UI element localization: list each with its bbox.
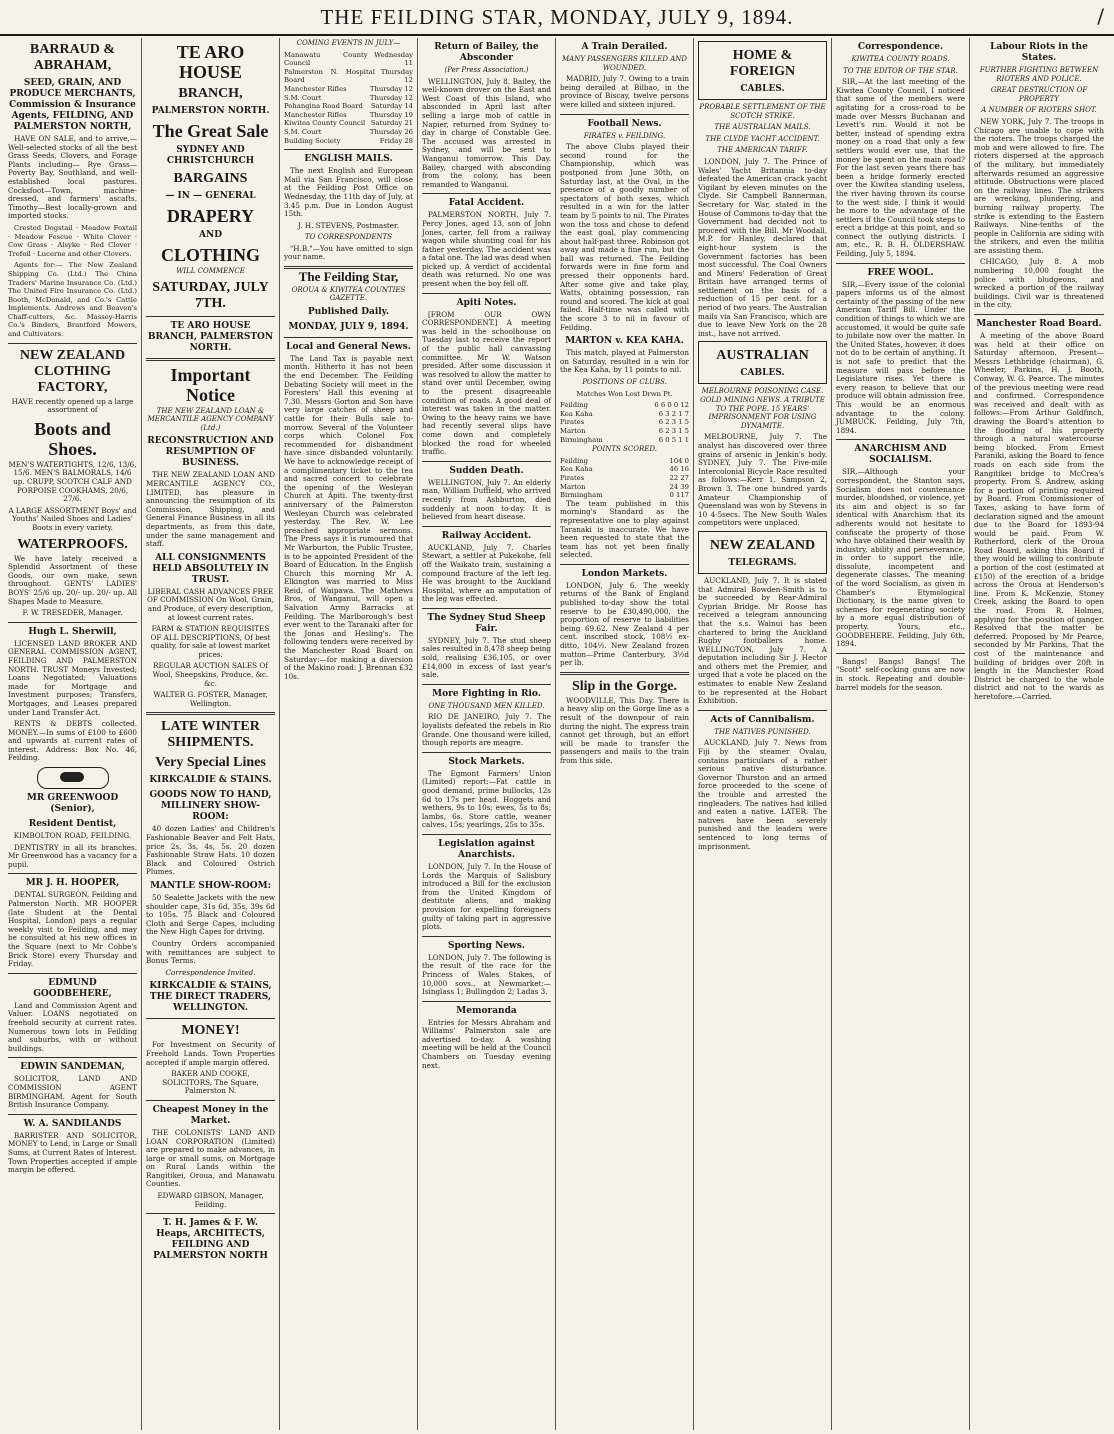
event-row [284, 94, 413, 103]
mantle-heading: MANTLE SHOW-ROOM: [150, 881, 271, 891]
positions-table [560, 401, 689, 444]
sherwill-body: LICENSED LAND BROKER AND GENERAL COMMISSION AGENT, FEILDING AND PALMERSTON NORTH. TRUST Moneys Invested; Loans Negotiated; Valuations made for Mortgage and Investment purposes; Transfers, Mortgages, and Leases prepared under Land Transfer Act. [8, 638, 137, 717]
cannibalism-heading: Acts of Cannibalism. [710, 714, 815, 725]
clyde-subheading: THE CLYDE YACHT ACCIDENT. [705, 134, 820, 143]
divider [422, 936, 551, 937]
event-row-label: S.M. Court [284, 127, 322, 136]
divider [8, 622, 137, 623]
points-row-label: Kea Kaha [560, 465, 593, 474]
fatal-accident-body: PALMERSTON NORTH, July 7. Percy Jones, aged 13, son of John Jones, carter, fell from a railway wagon while shunting coal for his father yesterday. The accident was a fatal one. The lad was dead when picked up. A verdict of accidental death was returned. No one was present when the boy fell off. [422, 210, 551, 289]
event-row [284, 119, 413, 128]
sandeman-body: SOLICITOR, LAND AND COMMISSION AGENT BIRMINGHAM. Agent for South British Insurance Company. [8, 1074, 137, 1110]
nz-clothing-body: HAVE recently opened up a large assortment of [11, 396, 134, 415]
positions-row [560, 410, 689, 419]
mails-heading: ENGLISH MAILS. [304, 154, 393, 165]
divider [146, 316, 275, 317]
paper-nameplate: The Feilding Star, [298, 269, 399, 285]
kiwitea-body: SIR,—At the last meeting of the Kiwitea County Council, I noticed that some of the members were agitating for a cross-road to be made over Messrs Buchanan and Levett's run. Would it not be better, instead of spending extra money on a road that only a few settlers would ever use, that the money be spent on the main road? For the last seven years there has been a bridge formerly erected over the Kiwitea standing useless, the river having thrown its course to the west side. I think it would be more to the advantage of the settlers if the Council took steps to erect a bridge at this point, and so connect the outlying districts. I am, etc., R. B. H. OLDERSHAW. Feilding, July 5, 1894. [836, 77, 965, 259]
event-row-value: Saturday 14 [370, 102, 413, 111]
drapery-label: DRAPERY [166, 206, 255, 226]
divider [284, 149, 413, 150]
apiti-body: [FROM OUR OWN CORRESPONDENT.] A meeting was held in the schoolhouse on Tuesday last to receive the report of the public hall canvassing committee. Mr W. Watson presided. After some discussion it was resolved to allow the matter to stand over until December, owing to the present disagreeable condition of roads. A good deal of interest was taken in the matter. Owing to the heavy rains we have had recently several slips have come down and completely blocked the road for wheeled traffic. [422, 309, 551, 457]
stock-markets-body: The Egmont Farmers' Union (Limited) report:—Fat cattle in good demand, prime bullocks, 12s 6d to 17s per head. Hoggets and wethers, 9s to 10s; ewes, 5s to 8s; lambs, 6s. Store cattle, weaner calves, 15s; yearlings, 25s to 35s. [422, 768, 551, 830]
stevens-signature: J. H. STEVENS, Postmaster. [298, 220, 399, 230]
divider [560, 114, 689, 115]
positions-row-value: 6 6 0 0 12 [654, 401, 689, 410]
event-row [284, 111, 413, 120]
event-row-label: Building Society [284, 136, 341, 145]
football-body: The above Clubs played their second round for the Championship, which was postponed from June 30th, on Saturday last, at the Oval, in the presence of a goodly number of spectators of both sexes, which resulted in a win for the latter team by 5 points to nil. The Pirates won the toss and chose to defend the east goal, play commencing about half-past three. Robinson got away and made a fine run, but the ball was returned. The Feilding forwards were in fine form and pressed their opponents hard. After some give and take play, Watts, obtaining possession, ran round and scored. The kick at goal failed. Half-time was called with the score 3 to nil in favour of Feilding. [560, 142, 689, 332]
kirkcaldie-footer: KIRKCALDIE & STAINS, THE DIRECT TRADERS, WELLINGTON. [149, 981, 272, 1014]
colonists-body: THE COLONISTS' LAND AND LOAN CORPORATION (Limited) are prepared to make advances, in large or small sums, on Mortgage on Rural Lands within the Rangitikei, Oroua, and Manawatu Counties. [146, 1127, 275, 1189]
liberal-advances: LIBERAL CASH ADVANCES FREE OF COMMISSION On Wool, Grain, and Produce, of every description, at lowest current rates. [146, 586, 275, 622]
return-bailey-body: WELLINGTON, July 8. Bailey, the well-known drover on the East and West Coast of this Island, who absconded in April last after selling a large mob of cattle in Napier, returned from Sydney to-day in charge of Constable Gee. The accused was arrested in Sydney, and will be sent to Wanganui tomorrow. This Day. Bailey, charged with absconding from the colony, has been remanded to Wanganui. [422, 76, 551, 189]
goodbehere-body: Land and Commission Agent and Valuer. LOANS negotiated on freehold security at current rates. Numerous town lots in Feilding and suburbs, with or without buildings. [8, 1000, 137, 1053]
free-wool-heading: FREE WOOL. [867, 267, 934, 278]
fighting-body: RIO DE JANEIRO, July 7. The loyalists defeated the rebels in Rio Grande. One thousand were killed, though reports are meagre. [422, 712, 551, 748]
points-row [560, 483, 689, 492]
manchester-board-heading: Manchester Road Board. [976, 319, 1102, 330]
divider [422, 834, 551, 835]
memoranda-body: Entries for Messrs Abraham and Williams' Palmerston sale are advertised to-day. A washing meeting will be held at the Council Chambers on Tuesday evening next. [422, 1017, 551, 1070]
positions-row-value: 6 0 5 1 1 [658, 435, 689, 444]
train-subheading: MANY PASSENGERS KILLED AND WOUNDED. [561, 55, 688, 72]
barraud-heading: BARRAUD & ABRAHAM, [29, 42, 116, 73]
barraud-subheading: SEED, GRAIN, AND PRODUCE MERCHANTS, Commission & Insurance Agents, FEILDING, AND PALMERSTON NORTH, [9, 78, 136, 132]
cables-heading: CABLES. [740, 84, 785, 94]
divider [146, 1213, 275, 1214]
column-8 [970, 38, 1108, 1430]
cannibalism-subheading: THE NATIVES PUNISHED. [714, 727, 811, 736]
positions-row-value: 6 2 3 1 5 [658, 418, 689, 427]
reconstruction-heading: RECONSTRUCTION AND RESUMPTION OF BUSINESS. [147, 436, 274, 469]
points-table [560, 457, 689, 500]
divider [8, 343, 137, 344]
event-row [284, 51, 413, 68]
australian-box [698, 341, 827, 384]
events-list [284, 51, 413, 146]
heaps-heading: T. H. James & F. W. Heaps, ARCHITECTS, FEILDING AND PALMERSTON NORTH [153, 1218, 268, 1262]
divider [560, 672, 689, 675]
great-sale-heading: The Great Sale [152, 121, 269, 141]
goods-list: 40 dozen Ladies' and Children's Fashionable Beaver and Felt Hats, price 2s, 3s, 4s, 5s. 20 dozen Fashionable Straw Hats. 10 dozen Black and Coloured Ostrich Plumes. [146, 824, 275, 877]
nz-telegrams-body: AUCKLAND, July 7. It is stated that Admiral Bowden-Smith is to be succeeded by Rear-Admiral Cyprian Bridge. Mr Roose has received a telegram announcing that the s.s. Wainui has been chartered to bring the Auckland Rugby footballers home. WELLINGTON, July 7. A deputation including Sir J. Hector and others met the Premier, and urged that a vote be placed on the estimates to enable New Zealand to be represented at the Hobart Exhibition. [698, 575, 827, 706]
divider [146, 1100, 275, 1101]
correspondence-invited: Correspondence Invited. [165, 967, 256, 977]
divider [422, 193, 551, 194]
to-editor-label: TO THE EDITOR OF THE STAR. [843, 66, 958, 75]
divider [560, 564, 689, 565]
nzla-body: THE NEW ZEALAND LOAN AND MERCANTILE AGENCY CO., LIMITED, has pleasure in announcing the resumption of its Commission, Shipping, and General Finance Business in all its departments, as from this date, under the same management and staff. [146, 470, 275, 549]
fatal-accident-heading: Fatal Accident. [448, 198, 525, 209]
positions-row-label: Marton [560, 426, 586, 435]
event-row [284, 68, 413, 85]
greenwood-address: KIMBOLTON ROAD, FEILDING. [13, 831, 132, 841]
points-row-value: 22 27 [669, 473, 689, 482]
divider [422, 608, 551, 609]
nz-telegrams-label: TELEGRAMS. [728, 557, 797, 568]
boots-heading: Boots and Shoes. [34, 418, 111, 459]
money-heading: MONEY! [181, 1023, 240, 1039]
event-row-value: Thursday 12 [380, 67, 413, 85]
football-end: The team published in this morning's Standard as the representative one to play against Taranaki is inaccurate. We have been requested to state that the team has not yet been finally selected. [560, 498, 689, 560]
marton-body: This match, played at Palmerston on Saturday, resulted in a win for the Kea Kaha, by 11 points to nil. [560, 348, 689, 375]
hand-pointer-icon [37, 767, 109, 789]
divider [284, 337, 413, 338]
to-correspondents-heading: TO CORRESPONDENTS [304, 233, 393, 242]
return-bailey-heading: Return of Bailey, the Absconder [434, 42, 539, 63]
foster-signature: WALTER G. FOSTER, Manager, Wellington. [153, 690, 268, 708]
sale-date: SATURDAY, JULY 7TH. [152, 279, 269, 311]
divider [146, 358, 275, 361]
points-row [560, 465, 689, 474]
slip-heading: Slip in the Gorge. [571, 678, 677, 694]
positions-row [560, 401, 689, 410]
positions-row [560, 418, 689, 427]
sandilands-body: BARRISTER AND SOLICITOR, MONEY to Lend, in Large or Small Sums, at Current Rates of Interest. Town Properties accepted if ample margin be offered. [8, 1130, 137, 1175]
event-row-value: Thursday 12 [369, 93, 413, 102]
sudden-death-body: WELLINGTON, July 7. An elderly man, William Duffield, who arrived recently from Ashburton, died suddenly at noon to-day. It is believed from heart disease. [422, 477, 551, 522]
divider [146, 712, 275, 715]
money-body: For Investment on Security of Freehold Lands. Town Properties accepted if ample margin offered. [146, 1040, 275, 1067]
cannibalism-body: AUCKLAND, July 7. News from Fiji by the steamer Ovalau, contains particulars of a rather serious native disturbance. Governor Thurston and an armed force proceeded to the scene of the trouble and arrested the ringleaders. The natives had killed and eaten a native. LATER. The natives have been severely punished and the leaders were sentenced to long terms of imprisonment. [698, 738, 827, 851]
goods-heading: GOODS NOW TO HAND, MILLINERY SHOW-ROOM: [149, 790, 272, 823]
late-winter-heading: LATE WINTER SHIPMENTS. [161, 719, 260, 751]
tearo-heading: TE ARO HOUSE [176, 42, 245, 82]
divider [422, 684, 551, 685]
points-row [560, 474, 689, 483]
local-news-body: The Land Tax is payable next month. Hitherto it has not been the end December. The Feilding Debating Society will meet in the Foresters' Hall this evening at 7.30. Messrs Gorton and Son have very large catches of sheep and cattle for their Bulls sale to-morrow. Several of the Volunteer corps which Colonel Fox recommended for disbandment have since disbanded voluntarily. We have to acknowledge receipt of a complimentary ticket to the tea and sacred concert to celebrate the opening of the Wesleyan Church at Apiti. The twenty-first anniversary of the Palmerston Wesleyan Church was celebrated yesterday. The Rev. W. Lee preached appropriate sermons. The Press says it is rumoured that Mr Warburton, the Public Trustee, is to be appointed President of the Board of Education. In the English Church this morning Mr A. Elkington was married to Miss Reid, of Waipawa. The Mathews Bros, of Wanganui, will open a Salvation Army Barracks at Feilding. The Marlborough's best ever went to the Taranaki after for the Jonas and Hesling's. The following tenders were received by the Manchester Road Board on Saturday:—for making a diversion of the Makino road: J. Brennan £32 10s. [284, 353, 413, 681]
positions-heading: POSITIONS OF CLUBS. [582, 378, 667, 386]
column-7 [832, 38, 970, 1430]
event-row-label: Manawatu County Council [284, 50, 368, 68]
london-markets-body: LONDON, July 6. The weekly returns of the Bank of England published to-day show the total reserve to be £30,490,000, the proportion of reserve to liabilities being 69.62. New Zealand 4 per cent. inscribed stock, 108½ ex-ditto, 104½. New Zealand frozen mutton—Prime Canterbury, 3½d per lb. [560, 580, 689, 668]
labour-riots-heading: Labour Riots in the States. [990, 42, 1088, 63]
column-2 [142, 38, 280, 1430]
positions-row [560, 427, 689, 436]
divider [422, 1001, 551, 1002]
tearo-footer: TE ARO HOUSE BRANCH, PALMERSTON NORTH. [147, 320, 274, 353]
legislation-heading: Legislation against Anarchists. [438, 838, 535, 860]
waterproofs-heading: WATERPROOFS. [17, 536, 128, 552]
event-row-label: Manchester Rifles [284, 110, 347, 119]
very-special-heading: Very Special Lines [155, 755, 266, 771]
divider [422, 752, 551, 753]
anarchism-body: SIR,—Although your correspondent, the Stanton says, Socialism does not countenance murder, bloodshed, or violence, yet its aim and object is so far identical with Anarchism that its adherents would not hesitate to confiscate the property of those who have obtained their wealth by industry, ability and perseverance, in order to support the idle, dissolute, incompetent and degenerate classes. The meaning of the word Socialism, as given in Chamber's Etymological Dictionary, is the name given to schemes for regenerating society by a more equal distribution of property. Yours, etc., GOODBEHERE. Feilding, July 6th, 1894. [836, 467, 965, 649]
event-row-label: Palmerston N. Hospital Board [284, 67, 375, 85]
greenwood-heading: MR GREENWOOD (Senior), [26, 793, 119, 815]
points-row-value: 24 39 [669, 482, 689, 491]
event-row-value: Thursday 12 [369, 84, 413, 93]
sporting-body: LONDON, July 7. The following is the result of the race for the Princess of Wales Stakes, of 10,000 sovs., at Newmarket:—Isinglass 1; Bullingdon 2; Ladas 3. [422, 952, 551, 997]
issue-date: MONDAY, JULY 9, 1894. [288, 321, 409, 332]
divider [836, 439, 965, 440]
kirkcaldie-name: KIRKCALDIE & STAINS. [149, 775, 272, 786]
train-heading: A Train Derailed. [581, 42, 668, 52]
coming-events-heading: COMING EVENTS IN JULY— [296, 39, 401, 47]
nz-telegrams-box [698, 531, 827, 574]
legislation-body: LONDON, July 7. In the House of Lords the Marquis of Salisbury introduced a Bill for the exclusion from the United Kingdom of destitute aliens, and making provision for expelling foreigners guilty of taking part in aggressive plots. [422, 861, 551, 932]
positions-row-label: Birmingham [560, 435, 603, 444]
mails-body: The next English and European Mail via San Francisco, will close at the Feilding Post Office on Wednesday, the 11th day of July, at 3.45 p.m. Due in London August 15th. [284, 166, 413, 219]
anarchism-heading: ANARCHISM AND SOCIALISM. [854, 444, 947, 466]
bangs-ad: Bangs! Bangs! Bangs! The "Scott" self-cocking guns are now in stock. Repeating and double-barrel models for the season. [836, 656, 965, 692]
event-row-label: Manchester Rifles [284, 84, 347, 93]
points-row-value: 0 117 [669, 491, 689, 500]
column-5 [556, 38, 694, 1430]
nz-clothing-heading: NEW ZEALAND CLOTHING FACTORY, [19, 347, 126, 395]
published-daily: Published Daily. [307, 306, 389, 317]
free-wool-body: SIR,—Every issue of the colonial papers informs us of the almost certainty of the passing of the new American Tariff Bill. Under the condition of things to which we are accustomed, it would be quite safe to jubilate now over the matter. In the United States, however, it does not do to be certain of anything. It is not safe to predict that the measure will pass before the Legislature rises. Yet there is every reason to believe that our produce will obtain admission free. This would be an enormous advantage to the colony. JUMBUCK. Feilding, July 7th, 1894. [836, 279, 965, 435]
event-row-value: Friday 28 [379, 136, 413, 145]
home-foreign-body: LONDON, July 7. The Prince of Wales' Yacht Britannia to-day defeated the American crack yacht Vigilant by eleven minutes on the Clyde. Sir Campbell Bannerman, Secretary for War, stated in the House of Commons to-day that the Government had decided not to proceed with the Bill. Mr Woodall, M.P. for Hanley, declared that eight-hour system is the Government factories has been most successful. The Coal Owners and Miners' Federation of Great Britain have arranged terms of settlement on the basis of a reduction of 15 per cent. for a period of two years. The Australian mails via San Francisco, which are due to leave New York on the 28 inst., have not arrived. [698, 156, 827, 338]
points-row-label: Pirates [560, 473, 585, 482]
column-3 [280, 38, 418, 1430]
event-row-value: Saturday 21 [370, 119, 413, 128]
consignments-heading: ALL CONSIGNMENTS HELD ABSOLUTELY IN TRUST. [152, 552, 269, 585]
sandeman-heading: EDWIN SANDEMAN, [20, 1062, 125, 1073]
points-row-label: Feilding [560, 456, 588, 465]
farm-requisites: FARM & STATION REQUISITES OF ALL DESCRIPTIONS, Of best quality, for sale at lowest market prices. [150, 624, 271, 659]
divider [422, 293, 551, 294]
home-foreign-box [698, 41, 827, 100]
masthead-title: THE FEILDING STAR, MONDAY, JULY 9, 1894. [320, 5, 794, 29]
marton-heading: MARTON v. KEA KAHA. [565, 336, 684, 347]
football-subheading: FIRATES v. FEILDING. [583, 131, 666, 140]
event-row [284, 128, 413, 137]
paper-subtitle: OROUA & KIWITEA COUNTIES GAZETTE. [291, 285, 406, 303]
labour-riots-body: NEW YORK, July 7. The troops in Chicago are unable to cope with the rioters. The troops charged the mob and were allowed to fire. The rioters dispersed at the approach of the military, but immediately afterwards resumed an aggressive attitude. Obstructions were placed on the railway lines. The strikers are wrecking, plundering, and burning railway property. The strike is extending to the Eastern Railways. Nine-tenths of the people in California are siding with the strikers, and even the militia are assisting them. [974, 116, 1104, 255]
barraud-body: HAVE ON SALE, and to arrive,— Well-selected stocks of all the best Grass Seeds, Clovers, and Forage Plants including— Rye Grass—Poverty Bay, Southland, and well-established local pastures. Cocksfoot—Town, machine-dressed, and farmers' ascafts. Timothy—Best locally-grown and imported stocks. [8, 134, 137, 221]
divider [836, 653, 965, 654]
event-row-value: Wednesday 11 [374, 50, 413, 68]
stock-markets-heading: Stock Markets. [448, 756, 525, 767]
london-markets-heading: London Markets. [581, 568, 668, 579]
sudden-death-heading: Sudden Death. [449, 465, 524, 476]
column-4 [418, 38, 556, 1430]
divider [8, 873, 137, 874]
strike-subheading: PROBABLE SETTLEMENT OF THE SCOTCH STRIKE. [699, 103, 826, 120]
country-orders: Country Orders accompanied with remittances are subject to Bonus Terms. [146, 938, 275, 966]
masthead [0, 0, 1114, 36]
mails-subheading: THE AUSTRALIAN MAILS. [714, 123, 811, 132]
sherwill-heading: Hugh L. Sherwill, [28, 626, 117, 637]
event-row-label: S.M. Court [284, 93, 322, 102]
gibson-signature: EDWARD GIBSON, Manager, Feilding. [157, 1191, 264, 1209]
memoranda-heading: Memoranda [456, 1005, 517, 1016]
to-correspondents-body: "H.B."—You have omitted to sign your name. [284, 243, 413, 262]
fighting-subheading: ONE THOUSAND MEN KILLED. [428, 701, 545, 710]
table-header: Matches Won Lost Drwn Pt. [576, 389, 673, 398]
positions-row-value: 6 2 3 1 5 [658, 426, 689, 435]
hooper-heading: MR J. H. HOOPER, [25, 878, 120, 889]
sheep-fair-body: SYDNEY, July 7. The stud sheep sales resulted in 8,478 sheep being sold, realising £36,105, or over £14,000 in excess of last year's sale. [422, 635, 551, 680]
clothing-label: CLOTHING [160, 245, 261, 265]
divider [8, 973, 137, 974]
bargains-label: BARGAINS [173, 171, 248, 186]
tariff-subheading: THE AMERICAN TARIFF. [717, 146, 808, 155]
auction-sales: REGULAR AUCTION SALES Of Wool, Sheepskins, Produce, &c. &c. [152, 661, 269, 688]
divider [146, 1018, 275, 1019]
divider [422, 461, 551, 462]
in-general-label: — IN — GENERAL [165, 191, 256, 201]
divider [422, 526, 551, 527]
mantle-list: 50 Sealette Jackets with the new shoulder cape, 31s 6d, 35s, 39s 6d to 105s. 75 Black and Coloured Cloth and Serge Capes, including the New High Capes for driving. [146, 893, 275, 937]
event-row [284, 137, 413, 146]
points-row [560, 457, 689, 466]
waterproofs-body: We have lately received a Splendid Assortment of these Goods, our own make, sewn throughout. GENTS' LADIES' BOYS' 25/6 up. 20/- up. 20/- up. All Shapes Made to Measure. [8, 553, 137, 606]
points-row-value: 46 16 [669, 465, 689, 474]
event-row-label: Kiwitea County Council [284, 119, 366, 128]
positions-row-value: 6 3 2 1 7 [658, 409, 689, 418]
event-row-value: Thursday 26 [369, 127, 413, 136]
press-association-label: (Per Press Association.) [444, 66, 529, 74]
agents-list: Agents for:— The New Zealand Shipping Co. (Ltd.) The China Traders' Marine Insurance Co. (Ltd.) The United Fire Insurance Co. (Ltd.) Booth, McDonald, and Co.'s Cattle Implements. Andrews and Beaven's Chaff-cutters, &c. Massey-Harris Co.'s Binders, Brantford Mowers, and Cultivators. [8, 261, 137, 339]
cheapest-money-heading: Cheapest Money in the Market. [152, 1104, 269, 1126]
rents-body: RENTS & DEBTS collected. MONEY.—In sums of £100 to £600 and upwards at current rates of interest. Address: Box No. 46, Feilding. [8, 719, 137, 763]
event-row [284, 102, 413, 111]
slip-body: WOODVILLE, This Day. There is a heavy slip on the Gorge line as a result of the downpour of rain during the night. The express train cannot get through, but an effort will be made to transfer the passengers and mails to the train from this side. [560, 695, 689, 765]
important-notice-heading: Important Notice [170, 364, 251, 405]
event-row-label: Pohangina Road Board [284, 102, 363, 111]
home-foreign-heading: HOME & FOREIGN [729, 48, 796, 79]
positions-row-label: Feilding [560, 401, 588, 410]
divider [698, 710, 827, 711]
labour-subheading: FURTHER FIGHTING BETWEEN RIOTERS AND POLICE. [979, 66, 1099, 83]
hooper-body: DENTAL SURGEON, Feilding and Palmerston North. MR HOOPER (late Student at the Dental Hospital, London) pays a regular weekly visit to Feilding, and may be consulted at his new offices in the Square (next to Mr Cobbe's Brick Store) every Thursday and Friday. [8, 890, 137, 969]
australian-heading: AUSTRALIAN [716, 348, 809, 364]
apiti-heading: Apiti Notes. [456, 297, 517, 308]
correspondence-heading: Correspondence. [857, 42, 944, 52]
sydney-label: SYDNEY AND CHRISTCHURCH [166, 145, 255, 166]
tearo-branch: BRANCH, [178, 86, 243, 101]
baker-cooke: BAKER AND COOKE, SOLICITORS, The Square, Palmerston N. [162, 1069, 259, 1096]
page-mark: / [1097, 4, 1104, 28]
points-heading: POINTS SCORED. [592, 445, 657, 454]
local-news-heading: Local and General News. [286, 341, 411, 352]
assortment-note: A LARGE ASSORTMENT Boys' and Youths' Nailed Shoes and Ladies' Boots in every variety. [8, 505, 137, 532]
points-row-value: 104 0 [669, 456, 689, 465]
points-row-label: Birmingham [560, 491, 603, 500]
divider [8, 1057, 137, 1058]
destruction-subheading: GREAT DESTRUCTION OF PROPERTY [990, 86, 1088, 103]
seeds-list: Crested Dogstail · Meadow Foxtail · Meadow Fescue · White Clover · Cow Grass · Alsyke · Red Clover · Trefoil · Lucerne and other Clovers. [8, 223, 137, 258]
kiwitea-heading: KIWITEA COUNTY ROADS. [851, 55, 950, 63]
chicago-body: CHICAGO, July 8. A mob numbering 10,000 fought the police with bludgeons, and wrecked a portion of the railway buildings. Civil war is threatened in the city. [974, 257, 1104, 310]
treseder-signature: F. W. TRESEDER, Manager. [22, 608, 123, 618]
boots-list: MEN'S WATERTIGHTS, 12/6, 13/6, 15/6. MEN'S BALMORALS, 14/6 up. CRUPP, SCOTCH CALF AND PORPOISE COOKHAMS, 20/6, 27/6. [8, 459, 137, 504]
event-row [284, 85, 413, 94]
event-row-value: Thursday 19 [369, 110, 413, 119]
positions-row-label: Pirates [560, 418, 585, 427]
fighting-heading: More Fighting in Rio. [432, 688, 541, 699]
column-6 [694, 38, 832, 1430]
nzla-name: THE NEW ZEALAND LOAN & MERCANTILE AGENCY COMPANY (Ltd.) [147, 406, 274, 432]
divider [8, 1114, 137, 1115]
train-body: MADRID, July 7. Owing to a train being derailed at Bilbao, in the province of Biscay, twelve persons were killed and sixteen injured. [560, 74, 689, 109]
railway-accident-body: AUCKLAND, July 7. Charles Stewart, a settler at Pukekohe, fell off the Waikato train, sustaining a compound fracture of the left leg. He was brought to the Auckland Hospital, where an amputation of the leg was effected. [422, 542, 551, 604]
manchester-board-body: A meeting of the above Board was held at their office on Saturday afternoon. Present—Messrs Lethbridge (chairman), G. Wheeler, Parkins, H. J. Booth, Conway, W. G. Pearce. The minutes of the previous meeting were read and confirmed. Correspondence was received and dealt with as follows:—From Arthur Goldfinch, drawing the Board's attention to the flooding of his property through a natural watercourse being blocked. From Ernest Paraniki, asking the Board to fence roads on each side from the Rangitikei bridge to McCrea's property. From S. Andrew, asking for a portion of printing required by Board. From Commissioner of Taxes, asking to have form of declaration signed and the amount due to the Board for 1893-94 would be paid. From W. Rutherford, clerk of the Oroua Road Board, asking this Board if they would be willing to contribute a portion of the cost (estimated at £150) of the erection of a bridge across the Oroua at Henderson's line. From K. McKenzie, Stoney Creek, asking the Board to open the road. From R. Holmes, applying for the position of ganger. Resolved that the matter be deferred. Proposed by Mr Pearce, seconded by Mr Parkins, That the cost of the maintenance and building of bridges over 20ft in length in the Manchester Road District be charged to the whole district and not to the wards as heretofore.—Carried. [974, 331, 1104, 701]
greenwood-subheading: Resident Dentist, [28, 819, 117, 830]
greenwood-body: DENTISTRY in all its branches. Mr Greenwood has a vacancy for a pupil. [8, 842, 137, 869]
divider [836, 263, 965, 264]
rioters-shot-subheading: A NUMBER OF RIOTERS SHOT. [981, 106, 1097, 115]
tearo-town: PALMERSTON NORTH. [151, 106, 270, 116]
sandilands-heading: W. A. SANDILANDS [23, 1118, 122, 1129]
australian-subheading: MELBOURNE POISONING CASE. GOLD MINING NEWS. A TRIBUTE TO THE POPE. 15 YEARS' IMPRISONMENT FOR USING DYNAMITE. [700, 387, 825, 430]
positions-row [560, 436, 689, 445]
australian-cables: CABLES. [740, 368, 785, 379]
goodbehere-heading: EDMUND GOODBEHERE, [33, 977, 112, 999]
and-label: AND [198, 230, 222, 240]
points-row-label: Marton [560, 482, 586, 491]
sheep-fair-heading: The Sydney Stud Sheep Fair. [427, 612, 546, 634]
column-1 [4, 38, 142, 1430]
football-heading: Football News. [587, 118, 662, 129]
columns [4, 38, 1110, 1430]
australian-body: MELBOURNE, July 7. The analyst has discovered over three grains of arsenic in Jenkin's body. SYDNEY, July 7. The Five-mile Intercolonial Bicycle Race resulted as follows:—Kerr 1, Sampson 2, Brown 3. The one hundred yards Amateur Championship of Queensland was won by Stevens in 10 4-5secs. The New South Wales competitors were unplaced. [698, 432, 827, 528]
nz-telegrams-heading: NEW ZEALAND [709, 537, 816, 553]
commence-label: WILL COMMENCE [176, 267, 245, 275]
divider [974, 314, 1104, 315]
positions-row-label: Kea Kaha [560, 409, 593, 418]
railway-accident-heading: Railway Accident. [441, 530, 532, 541]
sporting-heading: Sporting News. [448, 940, 525, 951]
